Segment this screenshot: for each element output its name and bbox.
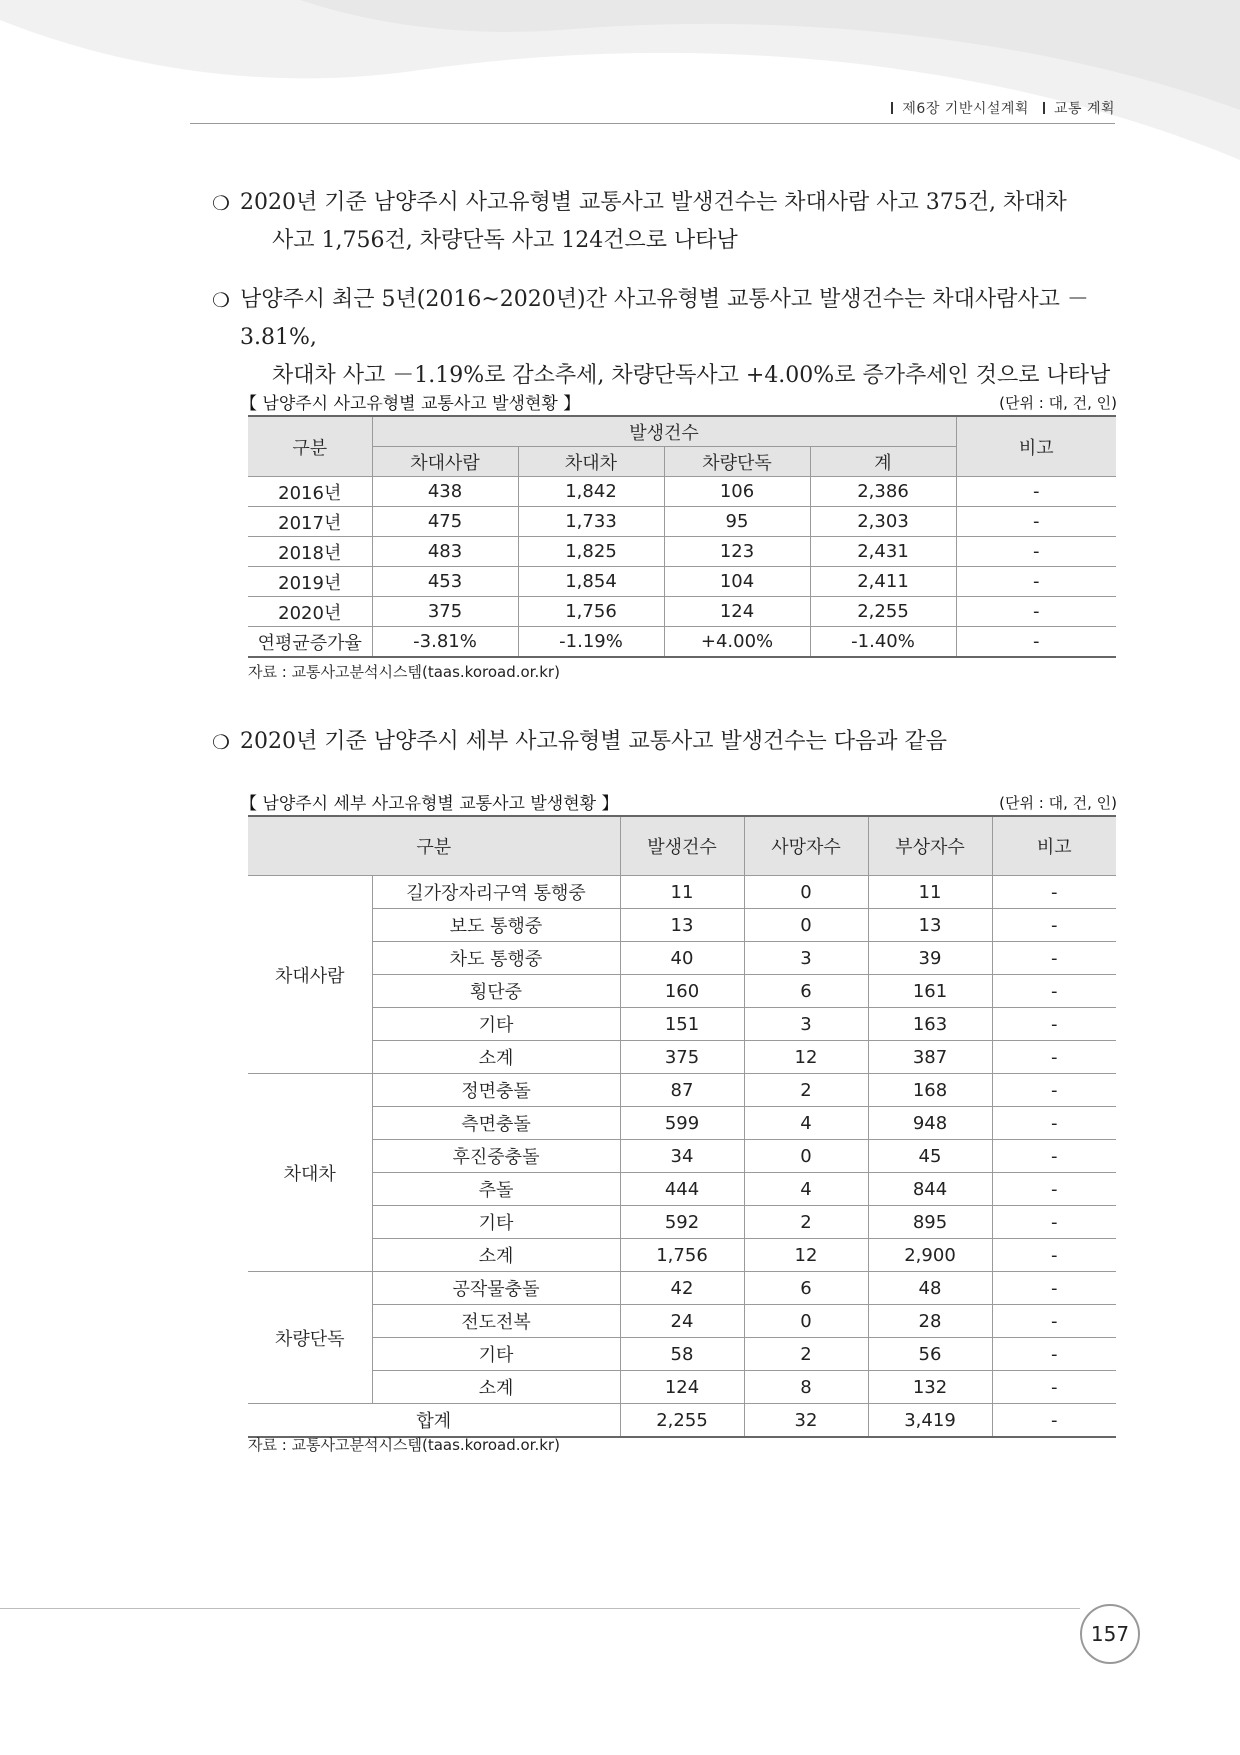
row-label: 기타 [372, 1008, 620, 1041]
table2-title: 【 남양주시 세부 사고유형별 교통사고 발생현황 】 [240, 794, 619, 814]
table-cell: 844 [868, 1173, 992, 1206]
table-cell: 4 [744, 1173, 868, 1206]
table-row [248, 909, 1116, 942]
footer-rule [0, 1608, 1080, 1609]
table-row [248, 1272, 1116, 1305]
paragraph-line: 남양주시 최근 5년(2016~2020년)간 사고유형별 교통사고 발생건수는 차대사람사고 －3.81%, [240, 287, 1089, 350]
table-cell: - [992, 1140, 1116, 1173]
table-cell: - [992, 1041, 1116, 1074]
table-cell: - [956, 537, 1116, 567]
row-label: 2020년 [248, 597, 372, 627]
table-cell: 2,431 [810, 537, 956, 567]
table-cell: - [992, 1272, 1116, 1305]
table-row [248, 876, 1116, 909]
table-row [248, 567, 1116, 597]
header-group: 발생건수 [372, 416, 956, 447]
table-cell: 0 [744, 1305, 868, 1338]
table-cell: 163 [868, 1008, 992, 1041]
table-cell: 123 [664, 537, 810, 567]
header-col: 사망자수 [744, 816, 868, 876]
table-row [248, 1338, 1116, 1371]
table-cell: 24 [620, 1305, 744, 1338]
table-cell: - [992, 1173, 1116, 1206]
bullet-circle-icon: ❍ [212, 191, 230, 215]
table-row [248, 1305, 1116, 1338]
table-cell: -1.40% [810, 627, 956, 658]
paragraph-line: 2020년 기준 남양주시 사고유형별 교통사고 발생건수는 차대사람 사고 375건, 차대차 [240, 190, 1067, 215]
table-cell: 39 [868, 942, 992, 975]
total-row [248, 1404, 1116, 1438]
table-cell: 160 [620, 975, 744, 1008]
table-cell: 2,255 [810, 597, 956, 627]
paragraph-line: 차대차 사고 －1.19%로 감소추세, 차량단독사고 +4.00%로 증가추세인 것으로 나타남 [272, 363, 1111, 388]
table-row [248, 1074, 1116, 1107]
row-label: 측면충돌 [372, 1107, 620, 1140]
table-cell: 2,386 [810, 477, 956, 507]
table-cell: 151 [620, 1008, 744, 1041]
table-cell: 87 [620, 1074, 744, 1107]
table-row [248, 942, 1116, 975]
table-cell: 3,419 [868, 1404, 992, 1438]
paragraph-2 [212, 281, 1130, 395]
row-label: 후진중충돌 [372, 1140, 620, 1173]
table-cell: 124 [620, 1371, 744, 1404]
table-cell: - [992, 1206, 1116, 1239]
table-row [248, 1239, 1116, 1272]
running-header [891, 98, 1115, 118]
table-cell: 2,411 [810, 567, 956, 597]
table-cell: 34 [620, 1140, 744, 1173]
table-cell: - [956, 477, 1116, 507]
table-cell: 8 [744, 1371, 868, 1404]
table-row [248, 1173, 1116, 1206]
table-cell: 2,900 [868, 1239, 992, 1272]
table-cell: - [956, 567, 1116, 597]
table2-body [248, 876, 1116, 1438]
paragraph-line: 사고 1,756건, 차량단독 사고 124건으로 나타남 [272, 228, 738, 253]
bullet-circle-icon: ❍ [212, 288, 230, 312]
header-col: 발생건수 [620, 816, 744, 876]
table-row [248, 597, 1116, 627]
table-cell: 2,255 [620, 1404, 744, 1438]
table-row [248, 627, 1116, 658]
row-label: 추돌 [372, 1173, 620, 1206]
row-label: 2018년 [248, 537, 372, 567]
table-cell: 3 [744, 942, 868, 975]
table-cell: 161 [868, 975, 992, 1008]
table-cell: 2,303 [810, 507, 956, 537]
table-cell: 42 [620, 1272, 744, 1305]
paragraph-3 [212, 723, 1130, 761]
header-col: 부상자수 [868, 816, 992, 876]
table-cell: 12 [744, 1239, 868, 1272]
table-cell: 104 [664, 567, 810, 597]
row-label: 소계 [372, 1371, 620, 1404]
header-category: 구분 [248, 816, 620, 876]
table-cell: 40 [620, 942, 744, 975]
table-row [248, 1107, 1116, 1140]
table-cell: 1,825 [518, 537, 664, 567]
table-cell: - [992, 1074, 1116, 1107]
row-label: 2017년 [248, 507, 372, 537]
header-bar-icon [1043, 102, 1045, 114]
table-cell: 6 [744, 1272, 868, 1305]
table1-source: 자료 : 교통사고분석시스템(taas.koroad.or.kr) [248, 663, 560, 681]
table-cell: 48 [868, 1272, 992, 1305]
table-cell: 13 [620, 909, 744, 942]
detailed-accident-type-table [248, 815, 1116, 1438]
header-col: 차량단독 [664, 447, 810, 477]
table-cell: -1.19% [518, 627, 664, 658]
table2-source: 자료 : 교통사고분석시스템(taas.koroad.or.kr) [248, 1436, 560, 1454]
table-row [248, 537, 1116, 567]
header-chapter: 제6장 기반시설계획 [902, 101, 1029, 117]
header-col: 계 [810, 447, 956, 477]
header-col: 비고 [992, 816, 1116, 876]
group-label: 차량단독 [248, 1272, 372, 1404]
table-cell: 483 [372, 537, 518, 567]
header-note: 비고 [956, 416, 1116, 477]
table-cell: 0 [744, 876, 868, 909]
table-cell: 3 [744, 1008, 868, 1041]
table-cell: 599 [620, 1107, 744, 1140]
table-cell: 1,854 [518, 567, 664, 597]
table-cell: - [956, 627, 1116, 658]
total-label: 합계 [248, 1404, 620, 1438]
bullet-circle-icon: ❍ [212, 730, 230, 754]
table1-body [248, 477, 1116, 658]
table-cell: 1,842 [518, 477, 664, 507]
table-cell: 11 [620, 876, 744, 909]
table-row [248, 507, 1116, 537]
table-row [248, 975, 1116, 1008]
table-cell: - [992, 1107, 1116, 1140]
table-cell: 12 [744, 1041, 868, 1074]
table-cell: - [956, 507, 1116, 537]
header-rule [190, 123, 1115, 124]
table-row [248, 1371, 1116, 1404]
accident-type-table [248, 415, 1116, 658]
table1-unit: (단위 : 대, 건, 인) [999, 394, 1117, 412]
table-row [248, 477, 1116, 507]
table-cell: 444 [620, 1173, 744, 1206]
row-label: 기타 [372, 1338, 620, 1371]
table-row [248, 1140, 1116, 1173]
table-cell: 4 [744, 1107, 868, 1140]
table-cell: +4.00% [664, 627, 810, 658]
table-cell: 948 [868, 1107, 992, 1140]
table-cell: 0 [744, 909, 868, 942]
row-label: 길가장자리구역 통행중 [372, 876, 620, 909]
table-cell: - [992, 909, 1116, 942]
paragraph-line: 2020년 기준 남양주시 세부 사고유형별 교통사고 발생건수는 다음과 같음 [240, 729, 947, 754]
row-label: 기타 [372, 1206, 620, 1239]
row-label: 횡단중 [372, 975, 620, 1008]
table-cell: 13 [868, 909, 992, 942]
row-label: 보도 통행중 [372, 909, 620, 942]
table-cell: - [992, 975, 1116, 1008]
table-cell: 375 [372, 597, 518, 627]
table-cell: - [992, 1371, 1116, 1404]
row-label: 2016년 [248, 477, 372, 507]
table-cell: 375 [620, 1041, 744, 1074]
table-cell: 106 [664, 477, 810, 507]
table-cell: 1,733 [518, 507, 664, 537]
table-cell: 132 [868, 1371, 992, 1404]
header-category: 구분 [248, 416, 372, 477]
table-cell: 45 [868, 1140, 992, 1173]
table-cell: 895 [868, 1206, 992, 1239]
header-col: 차대사람 [372, 447, 518, 477]
group-label: 차대사람 [248, 876, 372, 1074]
header-section: 교통 계획 [1053, 101, 1115, 117]
table-cell: - [992, 1008, 1116, 1041]
row-label: 공작물충돌 [372, 1272, 620, 1305]
row-label: 소계 [372, 1041, 620, 1074]
table-cell: - [992, 942, 1116, 975]
table-cell: 2 [744, 1206, 868, 1239]
table-cell: 11 [868, 876, 992, 909]
table-cell: 1,756 [518, 597, 664, 627]
table-row [248, 1206, 1116, 1239]
table-cell: - [992, 876, 1116, 909]
table-cell: 2 [744, 1338, 868, 1371]
table-cell: 2 [744, 1074, 868, 1107]
row-label: 소계 [372, 1239, 620, 1272]
table-cell: 168 [868, 1074, 992, 1107]
table1-title: 【 남양주시 사고유형별 교통사고 발생현황 】 [240, 394, 581, 414]
table-cell: - [992, 1338, 1116, 1371]
row-label: 정면충돌 [372, 1074, 620, 1107]
table2-unit: (단위 : 대, 건, 인) [999, 794, 1117, 812]
table-cell: 32 [744, 1404, 868, 1438]
table-cell: 95 [664, 507, 810, 537]
row-label: 차도 통행중 [372, 942, 620, 975]
table-row [248, 1008, 1116, 1041]
table-cell: 387 [868, 1041, 992, 1074]
table-cell: 1,756 [620, 1239, 744, 1272]
table-row [248, 1041, 1116, 1074]
table-cell: 28 [868, 1305, 992, 1338]
page-number: 157 [1080, 1604, 1140, 1664]
header-bar-icon [891, 102, 893, 114]
table-cell: 475 [372, 507, 518, 537]
table-cell: 6 [744, 975, 868, 1008]
row-label: 전도전복 [372, 1305, 620, 1338]
header-col: 차대차 [518, 447, 664, 477]
table-cell: 0 [744, 1140, 868, 1173]
group-label: 차대차 [248, 1074, 372, 1272]
table-cell: - [956, 597, 1116, 627]
table-cell: 438 [372, 477, 518, 507]
table-cell: - [992, 1404, 1116, 1438]
row-label: 2019년 [248, 567, 372, 597]
table-cell: 453 [372, 567, 518, 597]
row-label: 연평균증가율 [248, 627, 372, 658]
paragraph-1 [212, 184, 1130, 260]
table-cell: -3.81% [372, 627, 518, 658]
table-cell: 124 [664, 597, 810, 627]
table-cell: 56 [868, 1338, 992, 1371]
table-cell: 592 [620, 1206, 744, 1239]
table-cell: 58 [620, 1338, 744, 1371]
table-cell: - [992, 1239, 1116, 1272]
table-cell: - [992, 1305, 1116, 1338]
